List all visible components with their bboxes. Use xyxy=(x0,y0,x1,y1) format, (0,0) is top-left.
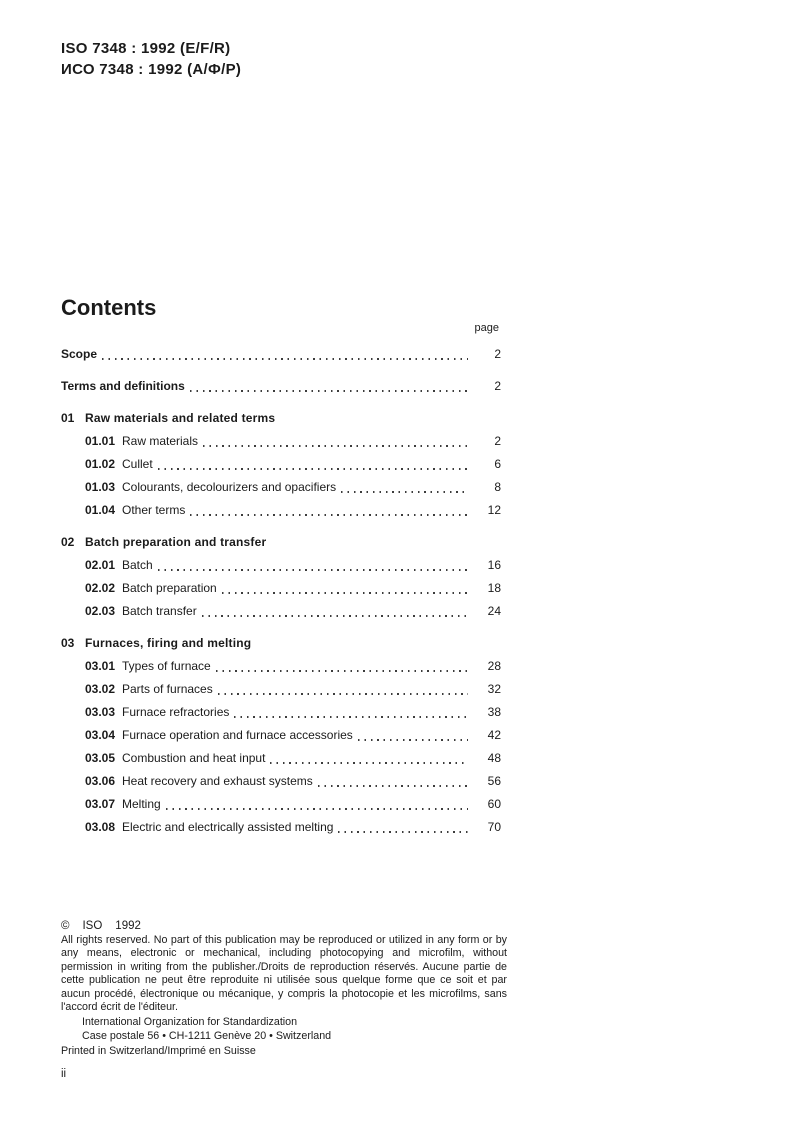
toc-section-heading xyxy=(61,632,501,655)
dot-leader xyxy=(338,831,468,833)
toc-entry-page: 2 xyxy=(494,379,501,393)
item-title: Combustion and heat input xyxy=(122,751,266,765)
item-number: 03.07 xyxy=(85,797,116,811)
rights-text: All rights reserved. No part of this publication may be reproduced or utilized in any form or by any means, electronic or mechanical, including photocopying and microfilm, without permission in writing from the publisher./Droits de reproduction réservés. Aucune partie de cette publication ne peut être reproduite ni utilisée sous quelque forme que ce soit et par aucun procédé, électronique ou mécanique, y compris la photocopie et les microfilms, sans l'accord écrit de l'éditeur. xyxy=(61,934,507,1014)
dot-leader xyxy=(190,390,468,392)
item-number: 01.03 xyxy=(85,480,116,494)
item-page: 12 xyxy=(487,503,501,517)
toc-item xyxy=(61,499,501,522)
item-number: 03.03 xyxy=(85,705,116,719)
toc-entry-title: Terms and definitions xyxy=(61,379,185,393)
dot-leader xyxy=(270,762,468,764)
dot-leader xyxy=(190,514,468,516)
toc-section xyxy=(61,531,501,623)
publisher-name: International Organization for Standardization xyxy=(82,1016,298,1029)
item-number: 02.01 xyxy=(85,558,116,572)
table-of-contents xyxy=(61,296,501,839)
publisher-block xyxy=(61,1015,507,1043)
toc-item xyxy=(61,453,501,476)
publisher-address: Case postale 56 • CH-1211 Genève 20 • Switzerland xyxy=(82,1030,332,1043)
item-title: Furnace operation and furnace accessories xyxy=(122,728,353,742)
toc-item xyxy=(61,600,501,623)
toc-item xyxy=(61,770,501,793)
item-number: 03.02 xyxy=(85,682,116,696)
item-number: 02.03 xyxy=(85,604,116,618)
copyright-org: ISO xyxy=(82,920,103,932)
item-number: 03.08 xyxy=(85,820,116,834)
dot-leader xyxy=(216,670,468,672)
toc-entry xyxy=(61,343,501,366)
item-number: 02.02 xyxy=(85,581,116,595)
standard-ref-ru: ИСО 7348 : 1992 (А/Ф/Р) xyxy=(61,61,242,78)
dot-leader xyxy=(234,716,468,718)
page-column-label: page xyxy=(474,322,499,334)
dot-leader xyxy=(102,358,468,360)
item-page: 8 xyxy=(494,480,501,494)
toc-item xyxy=(61,655,501,678)
standard-reference xyxy=(61,38,241,80)
item-title: Electric and electrically assisted melting xyxy=(122,820,334,834)
dot-leader xyxy=(358,739,468,741)
item-title: Furnace refractories xyxy=(122,705,230,719)
folio-page-number: ii xyxy=(61,1068,67,1080)
dot-leader xyxy=(318,785,468,787)
standard-ref-en: ISO 7348 : 1992 (E/F/R) xyxy=(61,40,231,57)
toc-body xyxy=(61,343,501,839)
dot-leader xyxy=(158,468,468,470)
imprint-block xyxy=(61,919,507,1058)
section-title: Furnaces, firing and melting xyxy=(85,636,252,650)
item-title: Melting xyxy=(122,797,161,811)
item-title: Raw materials xyxy=(122,434,199,448)
section-number: 03 xyxy=(61,636,75,650)
copyright-year: 1992 xyxy=(115,920,141,932)
item-page: 42 xyxy=(487,728,501,742)
item-number: 01.02 xyxy=(85,457,116,471)
item-page: 70 xyxy=(487,820,501,834)
toc-item xyxy=(61,793,501,816)
item-title: Types of furnace xyxy=(122,659,211,673)
contents-title: Contents xyxy=(61,295,157,320)
toc-section xyxy=(61,632,501,839)
item-page: 48 xyxy=(487,751,501,765)
item-page: 28 xyxy=(487,659,501,673)
toc-item xyxy=(61,554,501,577)
item-page: 60 xyxy=(487,797,501,811)
copyright-symbol: © xyxy=(61,920,70,932)
toc-section xyxy=(61,407,501,522)
item-title: Heat recovery and exhaust systems xyxy=(122,774,313,788)
item-title: Parts of furnaces xyxy=(122,682,213,696)
item-title: Batch transfer xyxy=(122,604,197,618)
item-page: 24 xyxy=(487,604,501,618)
toc-item xyxy=(61,476,501,499)
toc-entry xyxy=(61,375,501,398)
toc-item xyxy=(61,577,501,600)
section-number: 02 xyxy=(61,535,75,549)
toc-item xyxy=(61,724,501,747)
toc-item xyxy=(61,816,501,839)
item-page: 38 xyxy=(487,705,501,719)
item-page: 18 xyxy=(487,581,501,595)
item-title: Batch preparation xyxy=(122,581,217,595)
toc-section-heading xyxy=(61,407,501,430)
section-number: 01 xyxy=(61,411,75,425)
dot-leader xyxy=(158,569,468,571)
copyright-line xyxy=(61,919,507,933)
toc-item xyxy=(61,430,501,453)
dot-leader xyxy=(222,592,468,594)
item-page: 16 xyxy=(487,558,501,572)
item-page: 56 xyxy=(487,774,501,788)
toc-entry-title: Scope xyxy=(61,347,98,361)
toc-entry-page: 2 xyxy=(494,347,501,361)
dot-leader xyxy=(218,693,468,695)
item-number: 03.01 xyxy=(85,659,116,673)
item-page: 32 xyxy=(487,682,501,696)
item-title: Batch xyxy=(122,558,153,572)
item-number: 01.04 xyxy=(85,503,116,517)
toc-item xyxy=(61,747,501,770)
toc-item xyxy=(61,678,501,701)
item-title: Cullet xyxy=(122,457,153,471)
printed-in-line: Printed in Switzerland/Imprimé en Suisse xyxy=(61,1045,256,1058)
item-number: 03.05 xyxy=(85,751,116,765)
item-title: Colourants, decolourizers and opacifiers xyxy=(122,480,337,494)
dot-leader xyxy=(202,615,468,617)
item-page: 2 xyxy=(494,434,501,448)
item-number: 01.01 xyxy=(85,434,116,448)
item-number: 03.04 xyxy=(85,728,116,742)
item-page: 6 xyxy=(494,457,501,471)
dot-leader xyxy=(341,491,468,493)
section-title: Raw materials and related terms xyxy=(85,411,276,425)
section-title: Batch preparation and transfer xyxy=(85,535,267,549)
toc-item xyxy=(61,701,501,724)
dot-leader xyxy=(166,808,468,810)
dot-leader xyxy=(203,445,468,447)
item-number: 03.06 xyxy=(85,774,116,788)
item-title: Other terms xyxy=(122,503,186,517)
toc-section-heading xyxy=(61,531,501,554)
